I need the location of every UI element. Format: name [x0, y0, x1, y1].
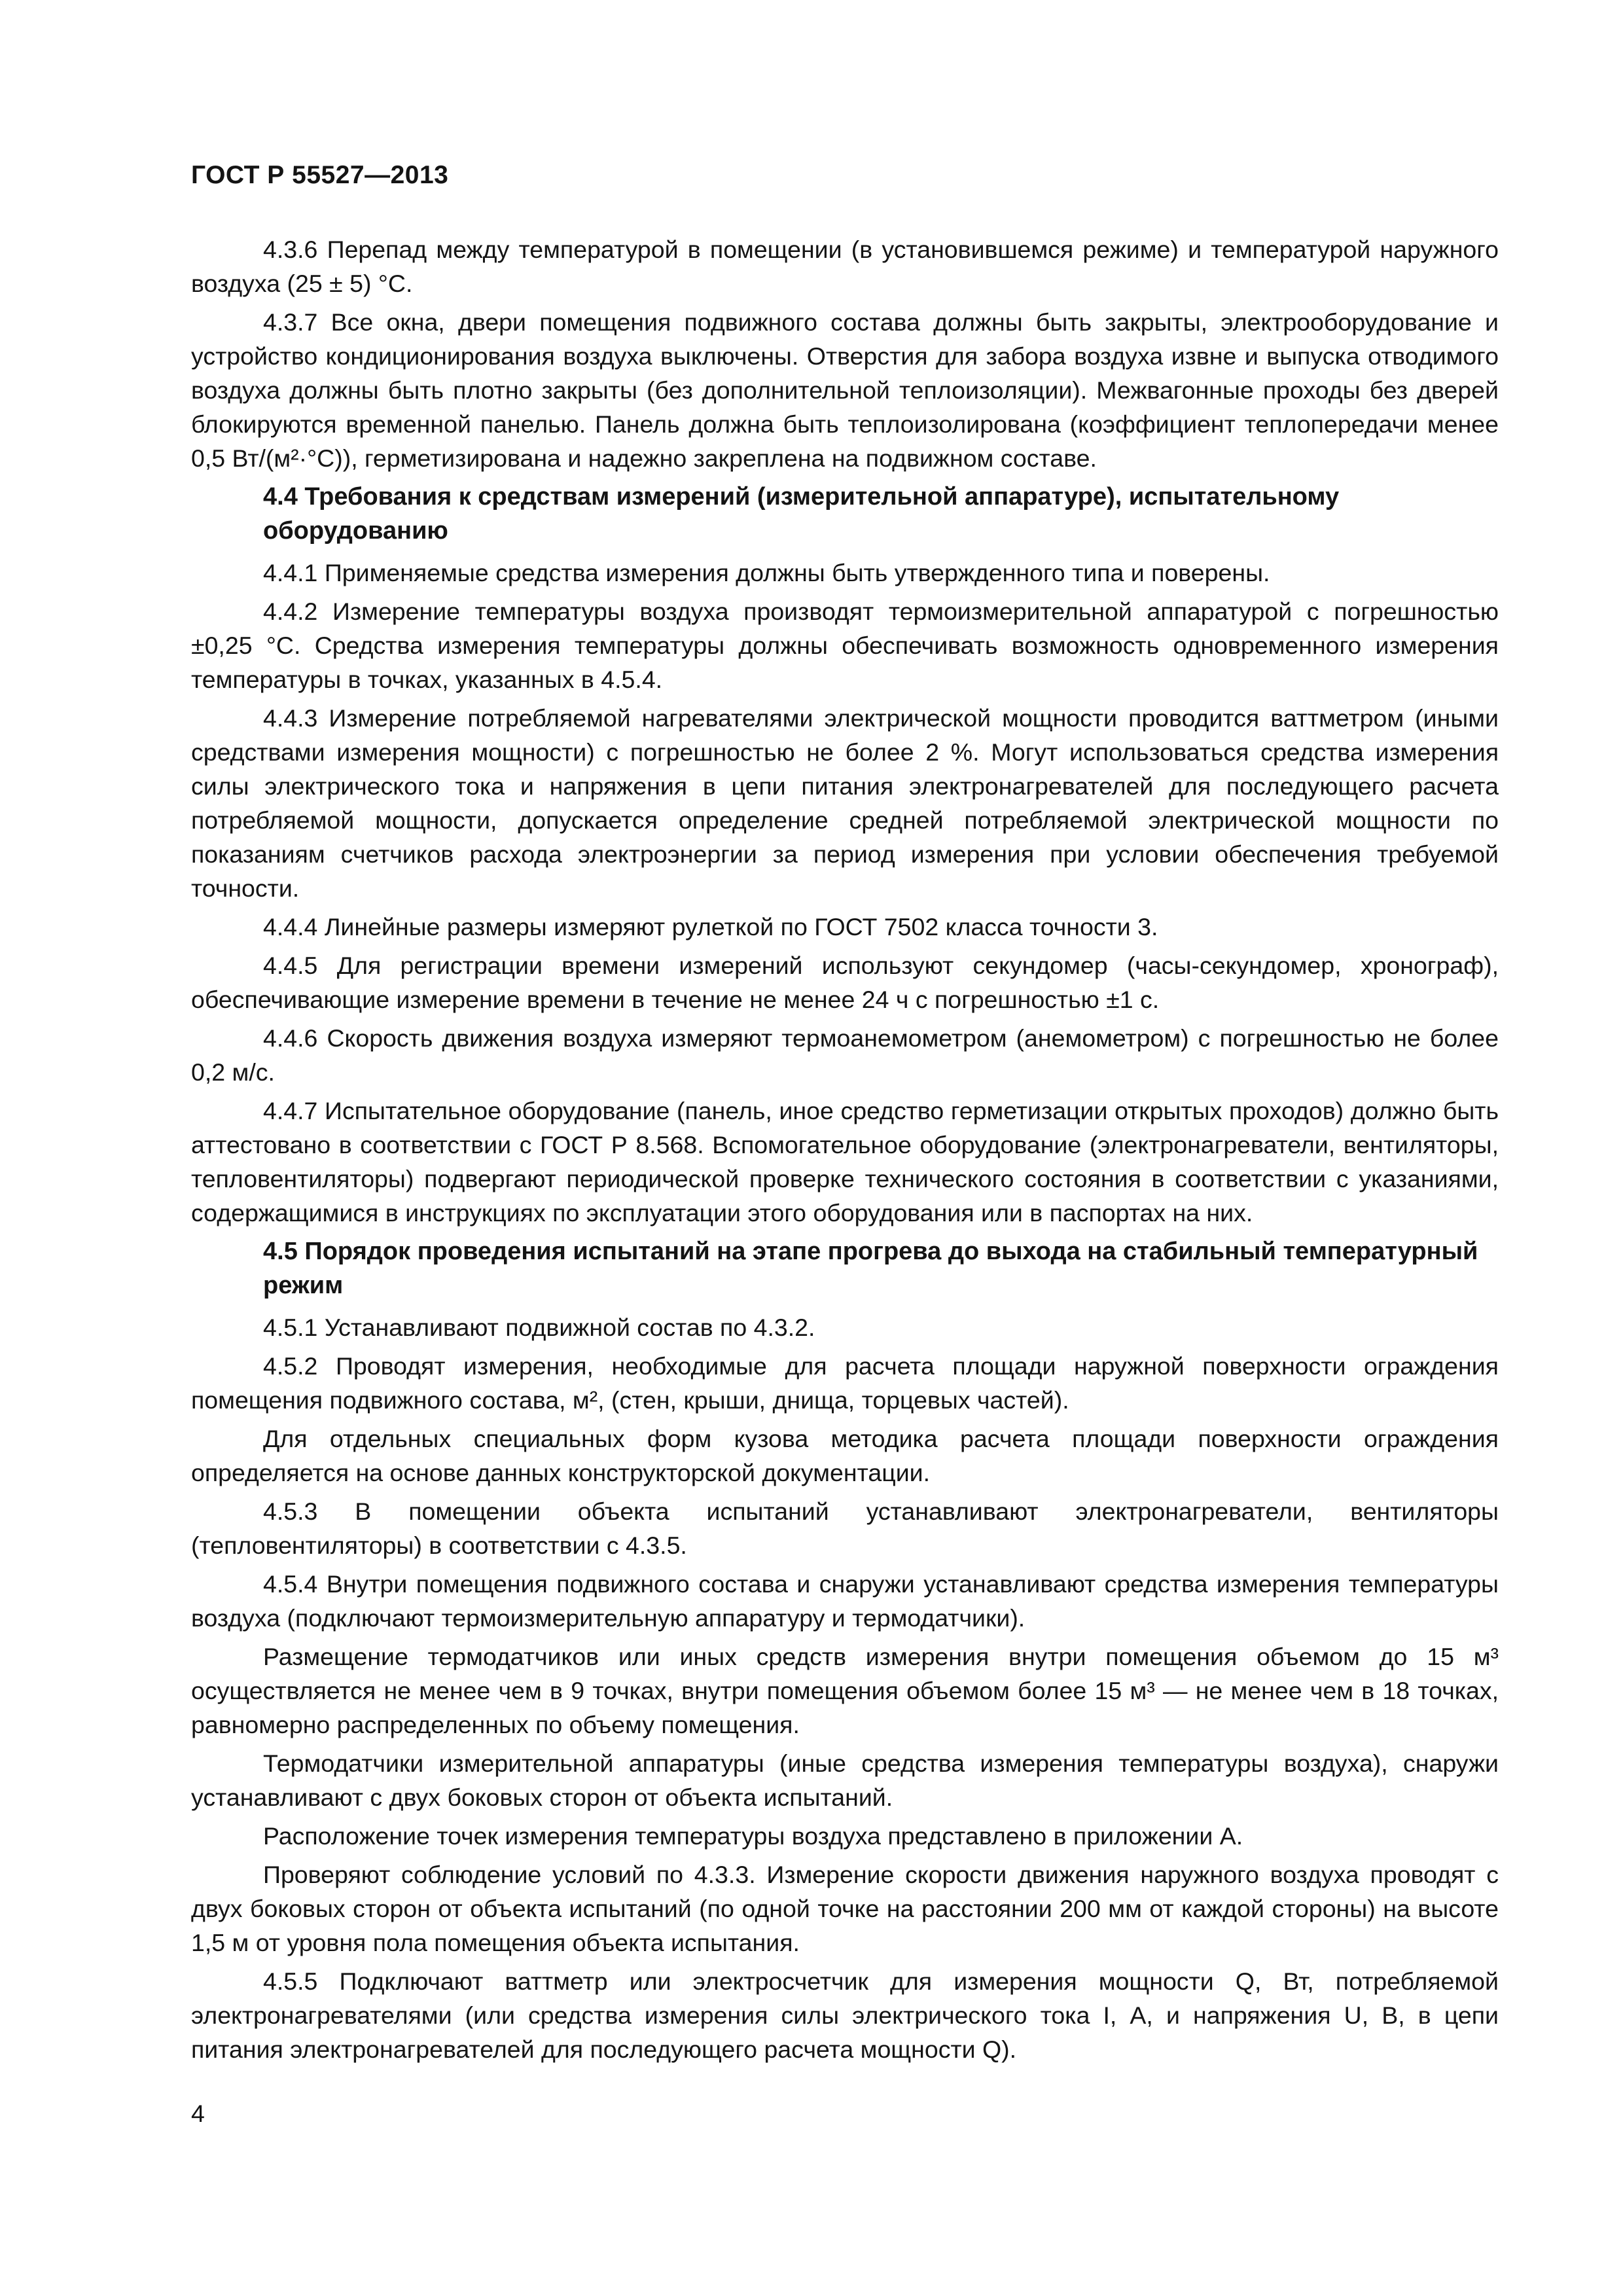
paragraph-4-5-4-outside: Термодатчики измерительной аппаратуры (иные средства измерения температуры воздуха), снаружи устанавливают с двух боковых сторон от объекта испытаний. — [191, 1749, 1499, 1811]
paragraph-4-4-7: 4.4.7 Испытательное оборудование (панель, иное средство герметизации открытых проходов) должно быть аттестовано в соответствии с ГОСТ Р 8.568. Вспомогательное оборудование (электронагреватели, вентиляторы, тепловентиляторы) подвергают периодической проверке технического состояния в соответствии с указаниями, содержащимися в инструкциях по эксплуатации этого оборудования или в паспортах на них. — [191, 1097, 1499, 1227]
paragraph-4-5-1: 4.5.1 Устанавливают подвижной состав по 4.3.2. — [263, 1314, 815, 1341]
paragraph-4-4-1: 4.4.1 Применяемые средства измерения должны быть утвержденного типа и поверены. — [263, 559, 1270, 586]
paragraph-4-4-3: 4.4.3 Измерение потребляемой нагревателями электрической мощности проводится ваттметром (иными средствами измерения мощности) с погрешностью не более 2 %. Могут использоваться средства измерения силы электрического тока и напряжения в цепи питания электронагревателей для последующего расчета потребляемой мощности, допускается определение средней потребляемой электрической мощности по показаниям счетчиков расхода электроэнергии за период измерения при условии обеспечения требуемой точности. — [191, 704, 1499, 902]
paragraph-4-4-5: 4.4.5 Для регистрации времени измерений используют секундомер (часы-секундомер, хронограф), обеспечивающие измерение времени в течение не менее 24 ч с погрешностью ±1 с. — [191, 952, 1499, 1013]
document-header: ГОСТ Р 55527—2013 — [191, 161, 449, 189]
document-body — [191, 232, 1499, 2071]
paragraph-4-5-4-sensors: Размещение термодатчиков или иных средств измерения внутри помещения объемом до 15 м³ осуществляется не менее чем в 9 точках, внутри помещения объемом более 15 м³ — не менее чем в 18 точках, равномерно распределенных по объему помещения. — [191, 1643, 1499, 1738]
paragraph-4-5-5: 4.5.5 Подключают ваттметр или электросчетчик для измерения мощности Q, Вт, потребляемой электронагревателями (или средства измерения силы электрического тока I, А, и напряжения U, В, в цепи питания электронагревателей для последующего расчета мощности Q). — [191, 1967, 1499, 2063]
paragraph-4-3-7: 4.3.7 Все окна, двери помещения подвижного состава должны быть закрыты, электрооборудование и устройство кондиционирования воздуха выключены. Отверстия для забора воздуха извне и выпуска отводимого воздуха должны быть плотно закрыты (без дополнительной теплоизоляции). Межвагонные проходы без дверей блокируются временной панелью. Панель должна быть теплоизолирована (коэффициент теплопередачи менее 0,5 Вт/(м²·°С)), герметизирована и надежно закреплена на подвижном составе. — [191, 308, 1499, 472]
paragraph-4-5-3: 4.5.3 В помещении объекта испытаний устанавливают электронагреватели, вентиляторы (тепловентиляторы) в соответствии с 4.3.5. — [191, 1498, 1499, 1559]
paragraph-4-4-4: 4.4.4 Линейные размеры измеряют рулеткой по ГОСТ 7502 класса точности 3. — [263, 913, 1158, 941]
paragraph-4-4-6: 4.4.6 Скорость движения воздуха измеряют термоанемометром (анемометром) с погрешностью не более 0,2 м/с. — [191, 1024, 1499, 1086]
paragraph-4-5-2-cont: Для отдельных специальных форм кузова методика расчета площади поверхности ограждения определяется на основе данных конструкторской документации. — [191, 1425, 1499, 1486]
paragraph-4-5-4-airspeed: Проверяют соблюдение условий по 4.3.3. Измерение скорости движения наружного воздуха проводят с двух боковых сторон от объекта испытаний (по одной точке на расстоянии 200 мм от каждой стороны) на высоте 1,5 м от уровня пола помещения объекта испытания. — [191, 1861, 1499, 1956]
section-heading-4-5: 4.5 Порядок проведения испытаний на этапе прогрева до выхода на стабильный температурный режим — [263, 1238, 1478, 1299]
paragraph-4-3-6: 4.3.6 Перепад между температурой в помещении (в установившемся режиме) и температурой наружного воздуха (25 ± 5) °С. — [191, 236, 1499, 297]
paragraph-4-5-2: 4.5.2 Проводят измерения, необходимые для расчета площади наружной поверхности ограждения помещения подвижного состава, м², (стен, крыши, днища, торцевых частей). — [191, 1352, 1499, 1414]
section-heading-4-4: 4.4 Требования к средствам измерений (измерительной аппаратуре), испытательному оборудованию — [263, 483, 1340, 545]
paragraph-4-4-2: 4.4.2 Измерение температуры воздуха производят термоизмерительной аппаратурой с погрешностью ±0,25 °С. Средства измерения температуры должны обеспечивать возможность одновременного измерения температуры в точках, указанных в 4.5.4. — [191, 598, 1499, 693]
paragraph-4-5-4-appendix: Расположение точек измерения температуры воздуха представлено в приложении А. — [263, 1822, 1243, 1850]
paragraph-4-5-4: 4.5.4 Внутри помещения подвижного состава и снаружи устанавливают средства измерения температуры воздуха (подключают термоизмерительную аппаратуру и термодатчики). — [191, 1570, 1499, 1632]
page-number: 4 — [191, 2100, 205, 2127]
